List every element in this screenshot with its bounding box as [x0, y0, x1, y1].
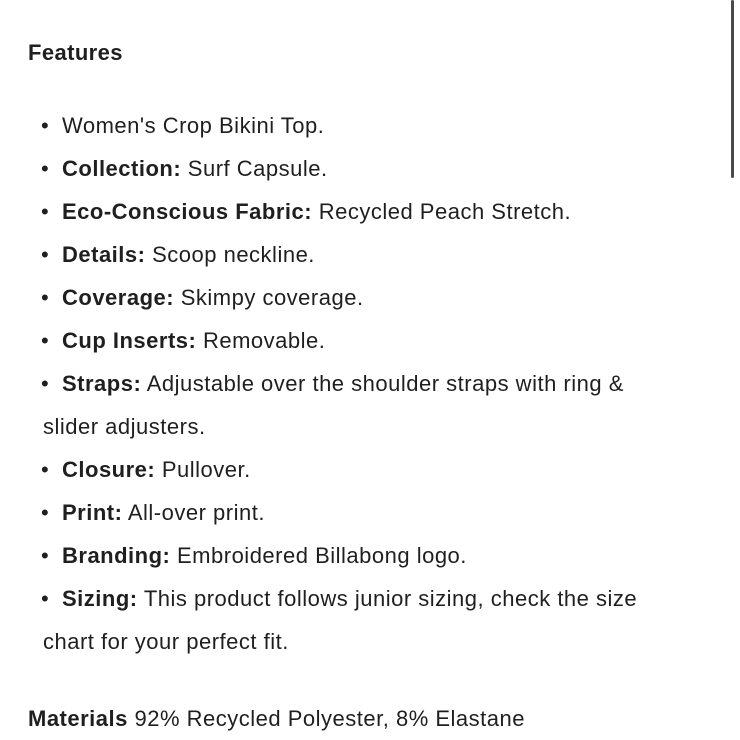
feature-item: [0, 534, 700, 577]
feature-label: Collection:: [62, 156, 182, 181]
feature-text: Embroidered Billabong logo.: [170, 543, 467, 568]
bullet-icon: •: [41, 543, 50, 568]
feature-item: [0, 147, 700, 190]
feature-item: [0, 276, 700, 319]
bullet-icon: •: [41, 156, 50, 181]
bullet-icon: •: [41, 328, 50, 353]
feature-text-continuation: chart for your perfect fit.: [43, 629, 289, 654]
feature-text: Removable.: [196, 328, 326, 353]
features-list: [0, 104, 700, 663]
feature-text: Recycled Peach Stretch.: [312, 199, 572, 224]
feature-text: Skimpy coverage.: [174, 285, 364, 310]
feature-text: This product follows junior sizing, check the size: [137, 586, 638, 611]
bullet-icon: •: [41, 586, 50, 611]
feature-item: [0, 319, 700, 362]
bullet-icon: •: [41, 285, 50, 310]
feature-item-continuation: [0, 405, 700, 448]
feature-item: [0, 577, 700, 620]
feature-label: Straps:: [62, 371, 142, 396]
feature-label: Coverage:: [62, 285, 175, 310]
feature-text: Adjustable over the shoulder straps with ring &: [141, 371, 624, 396]
bullet-icon: •: [41, 500, 50, 525]
feature-item: [0, 104, 700, 147]
bullet-icon: •: [41, 242, 50, 267]
feature-item-continuation: [0, 620, 700, 663]
bullet-icon: •: [41, 113, 50, 138]
feature-label: Print:: [62, 500, 123, 525]
feature-text: Pullover.: [155, 457, 251, 482]
scrollbar[interactable]: [731, 0, 734, 178]
features-heading: Features: [28, 40, 123, 65]
bullet-icon: •: [41, 199, 50, 224]
feature-text: Scoop neckline.: [145, 242, 315, 267]
feature-label: Details:: [62, 242, 146, 267]
feature-item: [0, 491, 700, 534]
feature-item: [0, 362, 700, 405]
feature-item: [0, 190, 700, 233]
feature-text: Surf Capsule.: [181, 156, 328, 181]
feature-text: Women's Crop Bikini Top.: [62, 113, 325, 138]
materials-label: Materials: [28, 706, 128, 731]
materials-line: [28, 706, 525, 732]
feature-text: All-over print.: [122, 500, 265, 525]
feature-text-continuation: slider adjusters.: [43, 414, 206, 439]
feature-item: [0, 233, 700, 276]
feature-label: Cup Inserts:: [62, 328, 197, 353]
feature-label: Branding:: [62, 543, 171, 568]
feature-label: Sizing:: [62, 586, 138, 611]
feature-label: Eco-Conscious Fabric:: [62, 199, 313, 224]
bullet-icon: •: [41, 371, 50, 396]
bullet-icon: •: [41, 457, 50, 482]
materials-text: 92% Recycled Polyester, 8% Elastane: [127, 706, 525, 731]
feature-label: Closure:: [62, 457, 156, 482]
feature-item: [0, 448, 700, 491]
